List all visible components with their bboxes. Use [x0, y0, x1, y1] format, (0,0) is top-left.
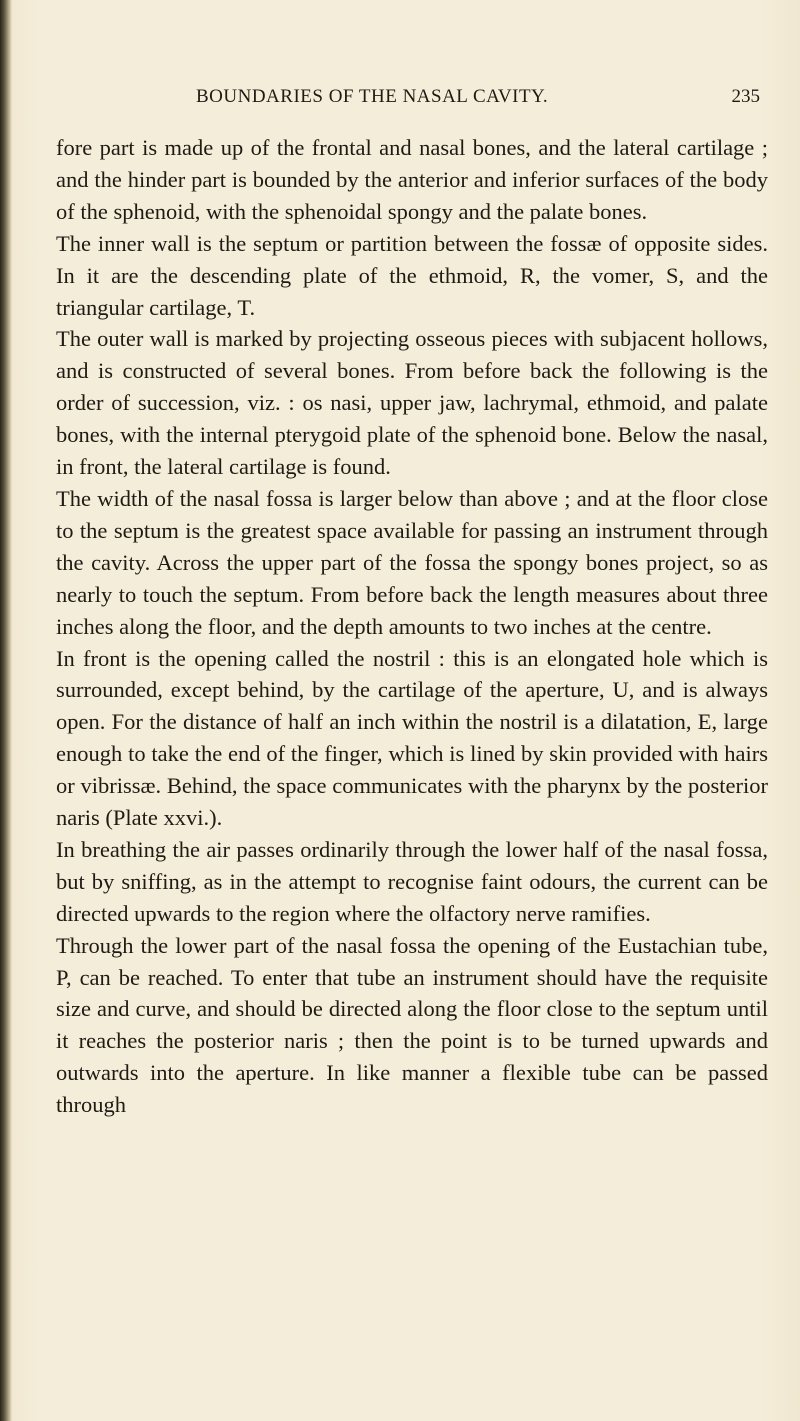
- page-number: 235: [731, 86, 760, 107]
- page-binding-edge: [0, 0, 12, 1421]
- paragraph-inner-wall: The inner wall is the septum or partition between the fossæ of opposite sides. In it are the descending plate of the ethmoid, R, the vomer, S, and the triangular cartilage, T.: [56, 230, 768, 320]
- paragraph-breathing: In breathing the air passes ordinarily through the lower half of the nasal fossa, but by sniffing, as in the attempt to recognise faint odours, the current can be directed upwards to the region where the olfactory nerve ramifies.: [56, 836, 768, 926]
- paragraph-nostril: In front is the opening called the nostril : this is an elongated hole which is surrounded, except behind, by the cartilage of the aperture, U, and is always open. For the distance of half an inch within the nostril is a dilatation, E, large enough to take the end of the finger, which is lined by skin provided with hairs or vibrissæ. Behind, the space communicates with the pharynx by the posterior naris (Plate xxvi.).: [56, 645, 768, 831]
- body-text: [56, 132, 768, 1121]
- paragraph-width-of-fossa: The width of the nasal fossa is larger below than above ; and at the floor close to the septum is the greatest space available for passing an instrument through the cavity. Across the upper part of the fossa the spongy bones project, so as nearly to touch the septum. From before back the length measures about three inches along the floor, and the depth amounts to two inches at the centre.: [56, 485, 768, 639]
- paragraph-continuation: fore part is made up of the frontal and nasal bones, and the lateral cartilage ; and the hinder part is bounded by the anterior and inferior surfaces of the body of the sphenoid, with the sphenoidal spongy and the palate bones.: [56, 135, 768, 224]
- paragraph-outer-wall: The outer wall is marked by projecting osseous pieces with subjacent hollows, and is constructed of several bones. From before back the following is the order of succession, viz. : os nasi, upper jaw, lachrymal, ethmoid, and palate bones, with the internal pterygoid plate of the sphenoid bone. Below the nasal, in front, the lateral cartilage is found.: [56, 326, 768, 480]
- running-head: [56, 86, 760, 116]
- paragraph-eustachian-tube: Through the lower part of the nasal fossa the opening of the Eustachian tube, P, can be reached. To enter that tube an instrument should have the requisite size and curve, and should be directed along the floor close to the septum until it reaches the posterior naris ; then the point is to be turned upwards and outwards into the aperture. In like manner a flexible tube can be passed through: [56, 932, 768, 1118]
- running-title: BOUNDARIES OF THE NASAL CAVITY.: [196, 86, 549, 107]
